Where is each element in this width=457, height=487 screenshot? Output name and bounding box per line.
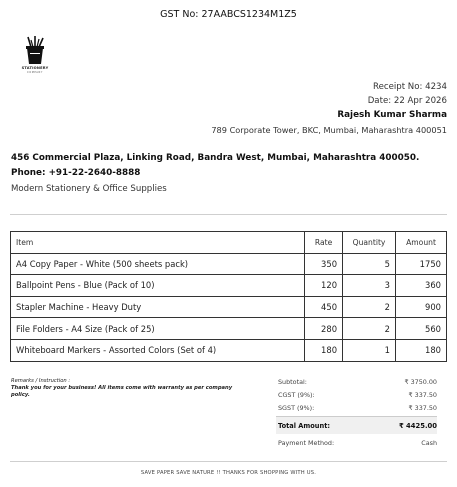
row-amount: 180 — [396, 339, 447, 361]
company-address: 456 Commercial Plaza, Linking Road, Bandra West, Mumbai, Maharashtra 400050. — [11, 153, 420, 163]
company-phone: Phone: +91-22-2640-8888 — [11, 168, 141, 178]
remarks-text: Thank you for your business! All items come with warranty as per company policy. — [11, 385, 233, 398]
row-amount: 560 — [396, 318, 447, 340]
row-amount: 360 — [396, 275, 447, 297]
total-amount-row — [276, 416, 437, 434]
row-quantity: 2 — [343, 318, 396, 340]
row-item: A4 Copy Paper - White (500 sheets pack) — [11, 253, 305, 275]
table-row — [11, 339, 447, 361]
row-rate: 450 — [305, 296, 343, 318]
divider — [10, 214, 447, 215]
logo-caption: STATIONERY — [21, 66, 49, 70]
row-item: Ballpoint Pens - Blue (Pack of 10) — [11, 275, 305, 297]
row-amount: 900 — [396, 296, 447, 318]
header-quantity: Quantity — [343, 232, 396, 254]
footer-text: SAVE PAPER SAVE NATURE !! THANKS FOR SHOPPING WITH US. — [140, 470, 317, 476]
cgst-label: CGST (9%): — [278, 391, 315, 399]
row-item: Stapler Machine - Heavy Duty — [11, 296, 305, 318]
row-quantity: 5 — [343, 253, 396, 275]
gst-number: GST No: 27AABCS1234M1Z5 — [160, 9, 297, 20]
cgst-value: ₹ 337.50 — [408, 391, 437, 399]
customer-name: Rajesh Kumar Sharma — [337, 110, 447, 120]
table-row — [11, 275, 447, 297]
remarks-title: Remarks / Instruction : — [11, 378, 71, 384]
remarks-block — [11, 378, 251, 399]
items-table — [10, 231, 447, 362]
sgst-value: ₹ 337.50 — [408, 404, 437, 412]
receipt-date: Date: 22 Apr 2026 — [367, 96, 447, 106]
header-rate: Rate — [305, 232, 343, 254]
header-amount: Amount — [396, 232, 447, 254]
subtotal-value: ₹ 3750.00 — [404, 378, 437, 386]
row-amount: 1750 — [396, 253, 447, 275]
table-row — [11, 253, 447, 275]
company-name: Modern Stationery & Office Supplies — [11, 184, 167, 194]
company-logo — [16, 36, 54, 76]
payment-value: Cash — [421, 439, 437, 447]
row-item: Whiteboard Markers - Assorted Colors (Set of 4) — [11, 339, 305, 361]
table-row — [11, 318, 447, 340]
logo-subcaption: COMPANY — [27, 71, 43, 74]
divider — [10, 461, 447, 462]
total-value: ₹ 4425.00 — [398, 422, 437, 430]
payment-label: Payment Method: — [278, 439, 335, 447]
customer-address: 789 Corporate Tower, BKC, Mumbai, Maharashtra 400051 — [211, 125, 447, 135]
row-rate: 120 — [305, 275, 343, 297]
row-item: File Folders - A4 Size (Pack of 25) — [11, 318, 305, 340]
sgst-label: SGST (9%): — [278, 404, 315, 412]
table-header-row — [11, 232, 447, 254]
row-rate: 180 — [305, 339, 343, 361]
receipt-number: Receipt No: 4234 — [372, 82, 447, 92]
header-item: Item — [11, 232, 305, 254]
row-rate: 350 — [305, 253, 343, 275]
pen-holder-icon — [16, 36, 54, 66]
row-quantity: 2 — [343, 296, 396, 318]
total-label: Total Amount: — [278, 422, 330, 430]
row-rate: 280 — [305, 318, 343, 340]
row-quantity: 3 — [343, 275, 396, 297]
subtotal-label: Subtotal: — [278, 378, 307, 386]
table-row — [11, 296, 447, 318]
row-quantity: 1 — [343, 339, 396, 361]
